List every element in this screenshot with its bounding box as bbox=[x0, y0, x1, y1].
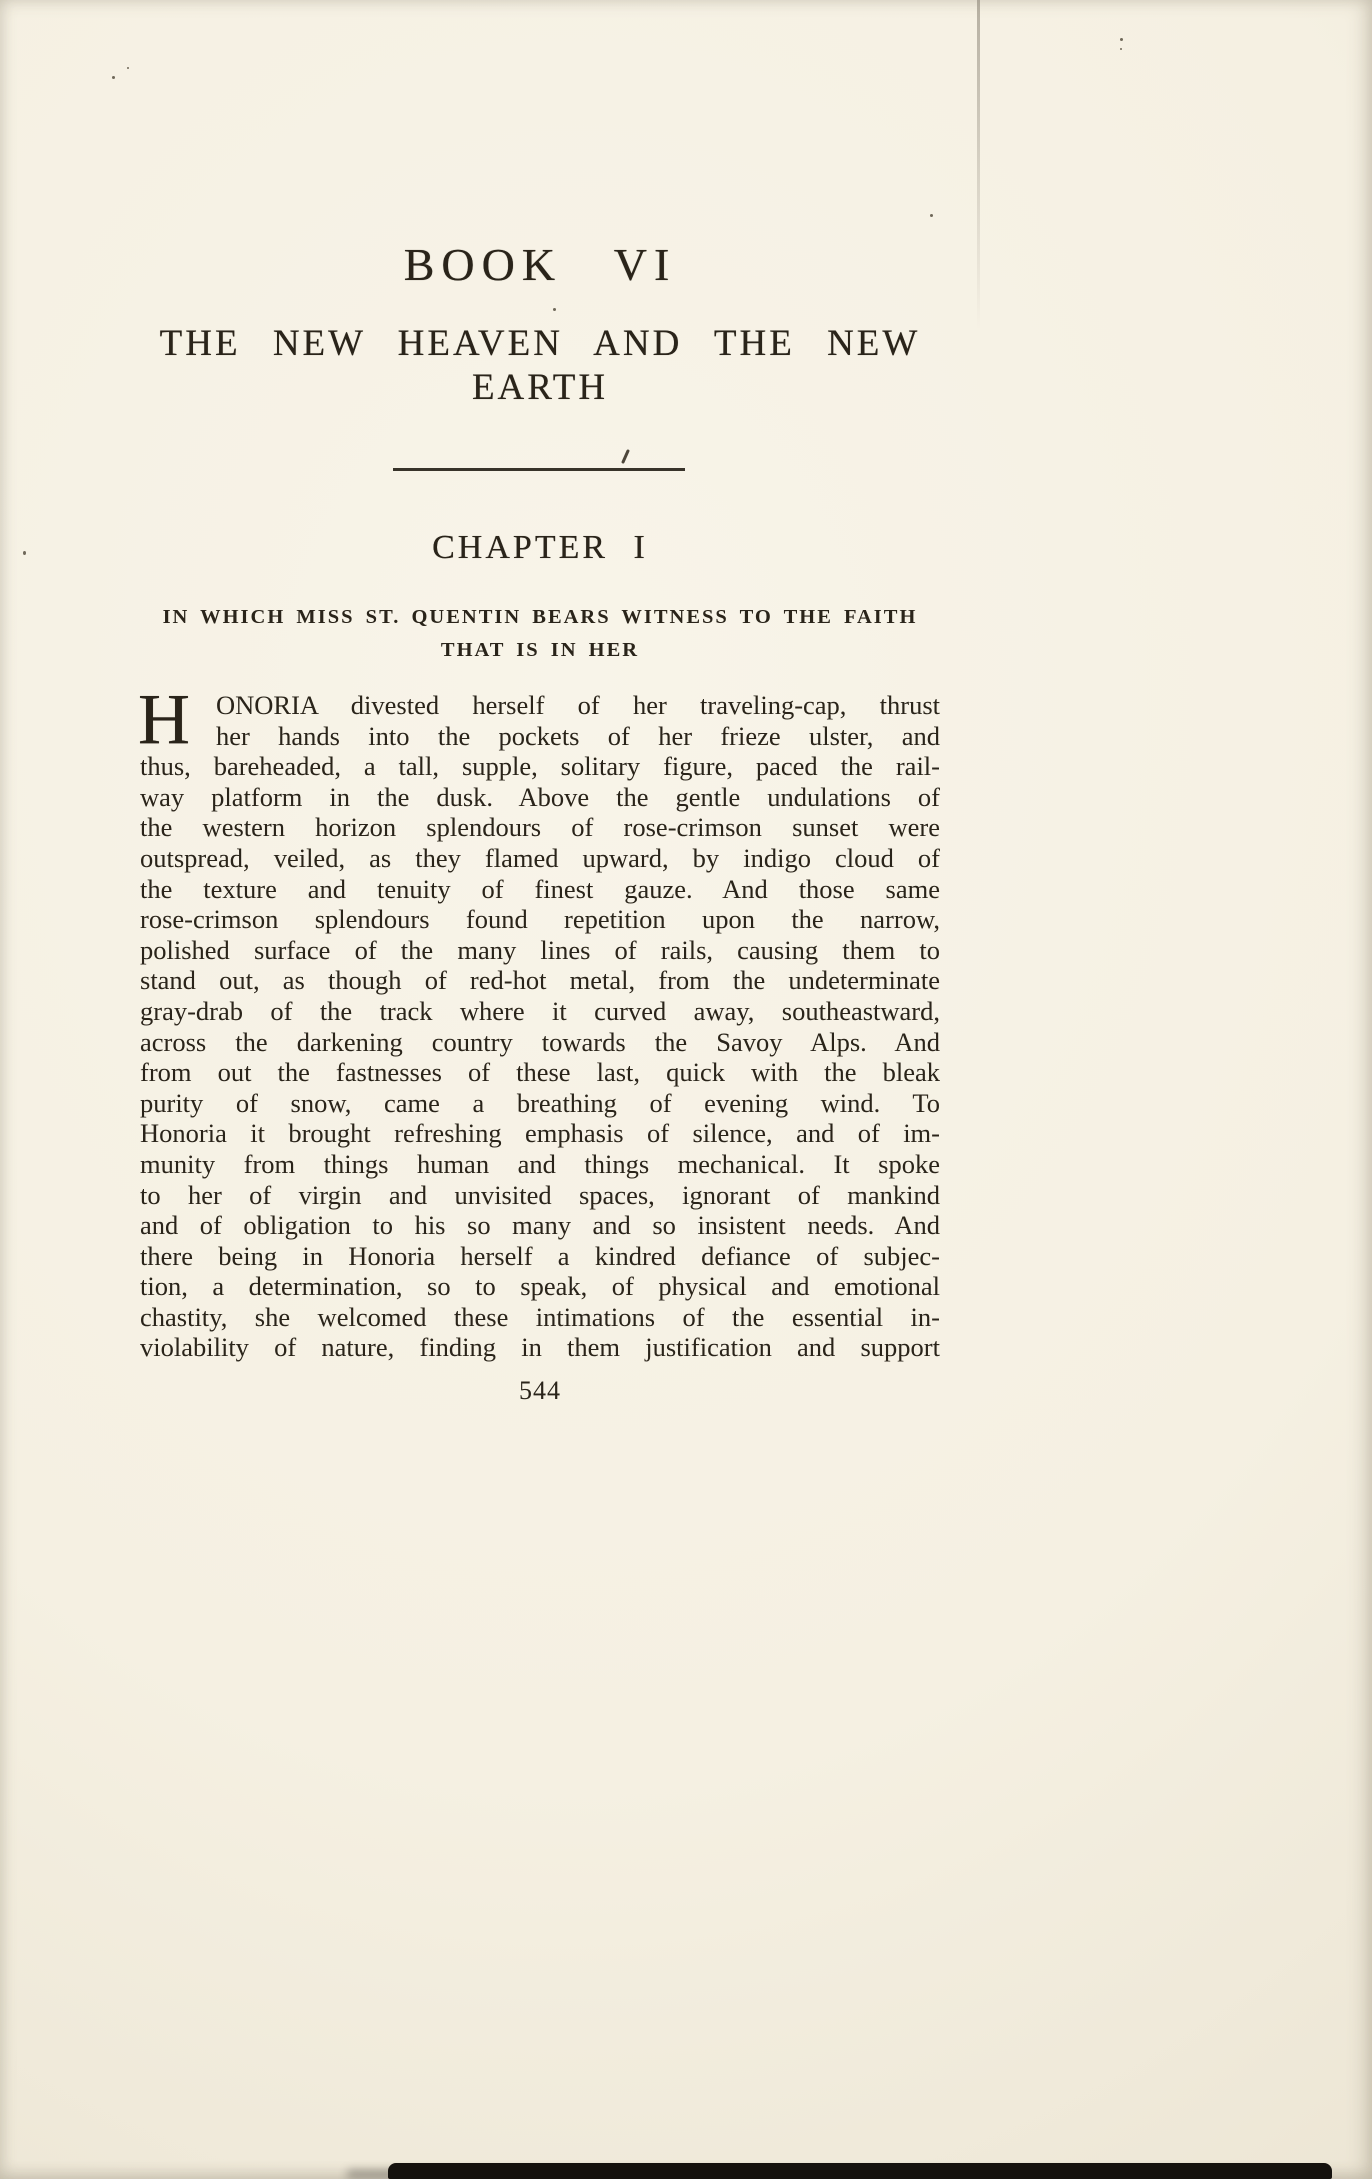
scan-speck bbox=[1120, 48, 1122, 50]
text-line: across the darkening country towards the Savoy Alps. And bbox=[140, 1026, 940, 1057]
chapter-subtitle bbox=[140, 601, 940, 667]
scan-speck bbox=[23, 551, 26, 555]
text-line: way platform in the dusk. Above the gentle undulations of bbox=[140, 781, 940, 812]
text-line: chastity, she welcomed these intimations of the essential in- bbox=[140, 1301, 940, 1332]
scan-speck bbox=[930, 214, 933, 217]
text-line: stand out, as though of red-hot metal, from the undeterminate bbox=[140, 965, 940, 996]
text-line: purity of snow, came a breathing of evening wind. To bbox=[140, 1087, 940, 1118]
text-line: polished surface of the many lines of rails, causing them to bbox=[140, 934, 940, 965]
scan-speck bbox=[1120, 38, 1123, 41]
text-line: ONORIA divested herself of her traveling-cap, thrust bbox=[216, 690, 940, 720]
drop-cap-indented-lines bbox=[216, 690, 940, 751]
text-line: the texture and tenuity of finest gauze. And those same bbox=[140, 873, 940, 904]
text-line: from out the fastnesses of these last, quick with the bleak bbox=[140, 1057, 940, 1088]
pen-tick-artifact bbox=[621, 449, 630, 464]
page-number: 544 bbox=[519, 1376, 561, 1405]
text-line: the western horizon splendours of rose-crimson sunset were bbox=[140, 812, 940, 843]
text-column bbox=[140, 0, 940, 2179]
text-line: there being in Honoria herself a kindred defiance of subjec- bbox=[140, 1240, 940, 1271]
text-line: outspread, veiled, as they flamed upward, by indigo cloud of bbox=[140, 842, 940, 873]
text-line: Honoria it brought refreshing emphasis of silence, and of im- bbox=[140, 1118, 940, 1149]
chapter-heading: CHAPTER I bbox=[432, 529, 648, 566]
scan-gutter-bar bbox=[388, 2163, 1332, 2179]
body-paragraph bbox=[138, 679, 940, 1363]
text-line: her hands into the pockets of her frieze ulster, and bbox=[216, 720, 940, 751]
text-line: and of obligation to his so many and so insistent needs. And bbox=[140, 1210, 940, 1241]
scan-speck bbox=[553, 308, 556, 311]
section-divider-rule bbox=[393, 468, 685, 471]
text-line: thus, bareheaded, a tall, supple, solitary figure, paced the rail- bbox=[140, 751, 940, 782]
text-line: tion, a determination, so to speak, of physical and emotional bbox=[140, 1271, 940, 1302]
text-line: violability of nature, finding in them justification and support bbox=[140, 1332, 940, 1363]
text-line: to her of virgin and unvisited spaces, ignorant of mankind bbox=[140, 1179, 940, 1210]
book-title-line: THE NEW HEAVEN AND THE NEW bbox=[159, 323, 921, 364]
chapter-subtitle-line: THAT IS IN HER bbox=[440, 639, 640, 661]
text-line: munity from things human and things mechanical. It spoke bbox=[140, 1148, 940, 1179]
scan-speck bbox=[127, 67, 129, 69]
chapter-subtitle-line: IN WHICH MISS ST. QUENTIN BEARS WITNESS TO THE FAITH bbox=[162, 606, 918, 628]
book-title-line: EARTH bbox=[471, 367, 609, 408]
text-line: gray-drab of the track where it curved away, southeastward, bbox=[140, 995, 940, 1026]
book-title bbox=[140, 322, 940, 410]
scan-speck bbox=[112, 76, 115, 79]
paragraph-lines bbox=[140, 751, 940, 1363]
text-line: rose-crimson splendours found repetition upon the narrow, bbox=[140, 904, 940, 935]
drop-cap: H bbox=[138, 679, 190, 759]
book-heading: BOOK VI bbox=[403, 239, 677, 290]
page-edge-shadow bbox=[977, 0, 980, 330]
